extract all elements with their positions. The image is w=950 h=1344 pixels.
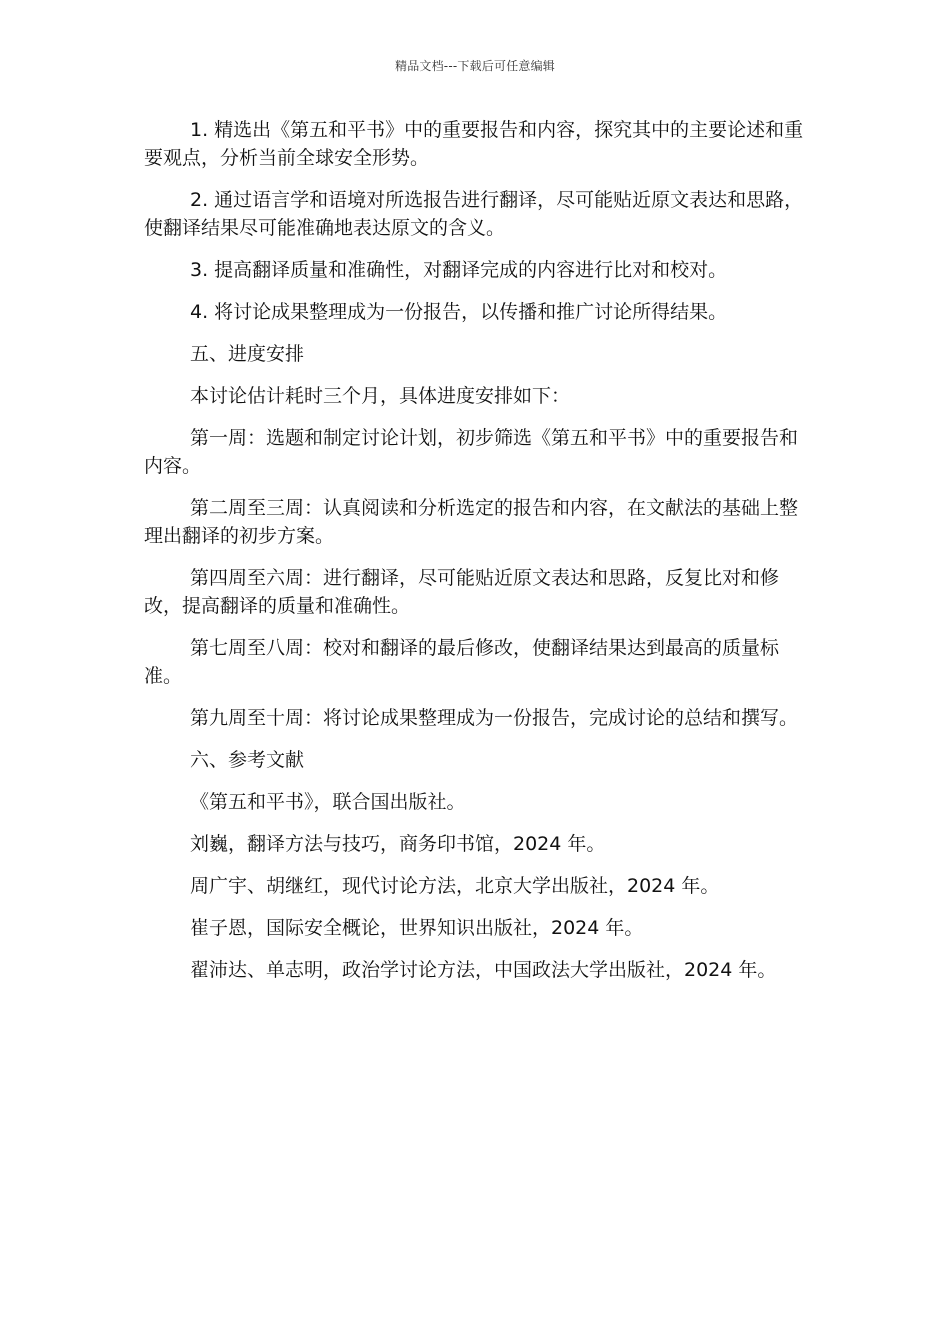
page-header: 精品文档---下载后可任意编辑 — [395, 59, 555, 73]
reference-item: 《第五和平书》，联合国出版社。 — [190, 791, 466, 813]
schedule-week-1: 第一周：选题和制定讨论计划，初步筛选《第五和平书》中的重要报告和内容。 — [144, 427, 799, 477]
reference-item: 周广宇、胡继红，现代讨论方法，北京大学出版社，2024 年。 — [190, 875, 720, 897]
goal-item-2: 2. 通过语言学和语境对所选报告进行翻译，尽可能贴近原文表达和思路，使翻译结果尽可能准确地表达原文的含义。 — [144, 189, 804, 239]
section-heading-references: 六、参考文献 — [190, 749, 305, 771]
goal-item-1: 1. 精选出《第五和平书》中的重要报告和内容，探究其中的主要论述和重要观点，分析当前全球安全形势。 — [144, 119, 804, 169]
document-body — [144, 116, 806, 998]
reference-item: 崔子恩，国际安全概论，世界知识出版社，2024 年。 — [190, 917, 644, 939]
reference-item: 刘巍，翻译方法与技巧，商务印书馆，2024 年。 — [190, 833, 606, 855]
schedule-intro: 本讨论估计耗时三个月，具体进度安排如下： — [190, 385, 571, 407]
section-heading-schedule: 五、进度安排 — [190, 343, 305, 365]
schedule-week-9-10: 第九周至十周：将讨论成果整理成为一份报告，完成讨论的总结和撰写。 — [190, 707, 799, 729]
reference-item: 翟沛达、单志明，政治学讨论方法，中国政法大学出版社，2024 年。 — [190, 959, 777, 981]
goal-item-4: 4. 将讨论成果整理成为一份报告，以传播和推广讨论所得结果。 — [190, 301, 728, 323]
goal-item-3: 3. 提高翻译质量和准确性，对翻译完成的内容进行比对和校对。 — [190, 259, 728, 281]
schedule-week-4-6: 第四周至六周：进行翻译，尽可能贴近原文表达和思路，反复比对和修改，提高翻译的质量和准确性。 — [144, 567, 780, 617]
schedule-week-2-3: 第二周至三周：认真阅读和分析选定的报告和内容，在文献法的基础上整理出翻译的初步方案。 — [144, 497, 799, 547]
schedule-week-7-8: 第七周至八周：校对和翻译的最后修改，使翻译结果达到最高的质量标准。 — [144, 637, 780, 687]
